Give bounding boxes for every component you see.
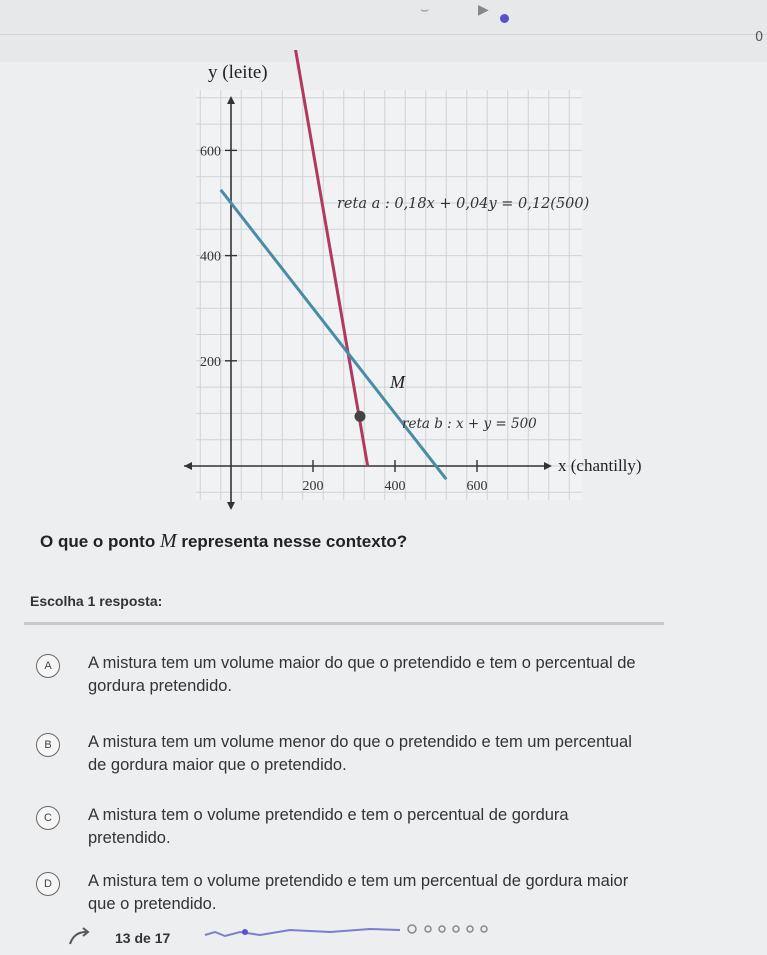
line-a-label: reta a : 0,18x + 0,04y = 0,12(500) xyxy=(337,196,590,212)
question-prefix: O que o ponto xyxy=(40,532,156,551)
y-tick-label: 400 xyxy=(200,249,221,265)
point-m xyxy=(355,411,366,422)
option-c-text[interactable]: A mistura tem o volume pretendido e tem o percentual de gordura pretendido. xyxy=(88,806,569,847)
progress-dot-icon xyxy=(500,14,509,23)
grid-background xyxy=(196,90,582,500)
back-nav-icon[interactable] xyxy=(66,926,94,948)
x-tick-label: 600 xyxy=(466,479,488,494)
back-arrow-icon[interactable]: ⌣ xyxy=(420,2,430,18)
graph xyxy=(150,50,670,510)
page-counter: 13 de 17 xyxy=(115,930,171,946)
y-axis-label: y (leite) xyxy=(208,62,268,83)
progress-counter: 0 xyxy=(755,30,764,45)
x-axis-label: x (chantilly) xyxy=(558,456,642,475)
option-a-radio[interactable]: A xyxy=(36,654,60,678)
question-text xyxy=(40,530,720,553)
choose-label: Escolha 1 resposta: xyxy=(30,593,163,609)
progress-track xyxy=(0,900,767,955)
question-variable: M xyxy=(159,530,177,552)
x-axis-arrow-left xyxy=(184,462,192,470)
x-tick-label: 400 xyxy=(384,479,406,494)
play-icon[interactable]: ▶ xyxy=(478,2,489,18)
line-b-label: reta b : x + y = 500 xyxy=(402,416,537,432)
option-d-text[interactable]: A mistura tem o volume pretendido e tem um percentual de gordura maior que o pretendido. xyxy=(88,872,629,913)
graph-grid xyxy=(196,90,582,500)
option-b-radio[interactable]: B xyxy=(36,733,60,757)
x-tick-label: 200 xyxy=(302,479,324,494)
y-tick-label: 600 xyxy=(200,144,221,160)
y-axis-arrow-bottom xyxy=(227,502,235,510)
option-a-text[interactable]: A mistura tem um volume maior do que o pretendido e tem o percentual de gordura pretendido. xyxy=(88,654,636,695)
top-divider xyxy=(0,34,767,35)
y-tick-label: 200 xyxy=(200,354,221,370)
option-c-radio[interactable]: C xyxy=(36,806,60,830)
graph-canvas xyxy=(150,50,670,510)
option-d-radio[interactable]: D xyxy=(36,872,60,896)
point-m-label: M xyxy=(390,372,405,392)
divider xyxy=(24,622,664,625)
option-b-text[interactable]: A mistura tem um volume menor do que o pretendido e tem um percentual de gordura maior que o pretendido. xyxy=(88,733,632,774)
question-suffix: representa nesse contexto? xyxy=(181,532,408,551)
